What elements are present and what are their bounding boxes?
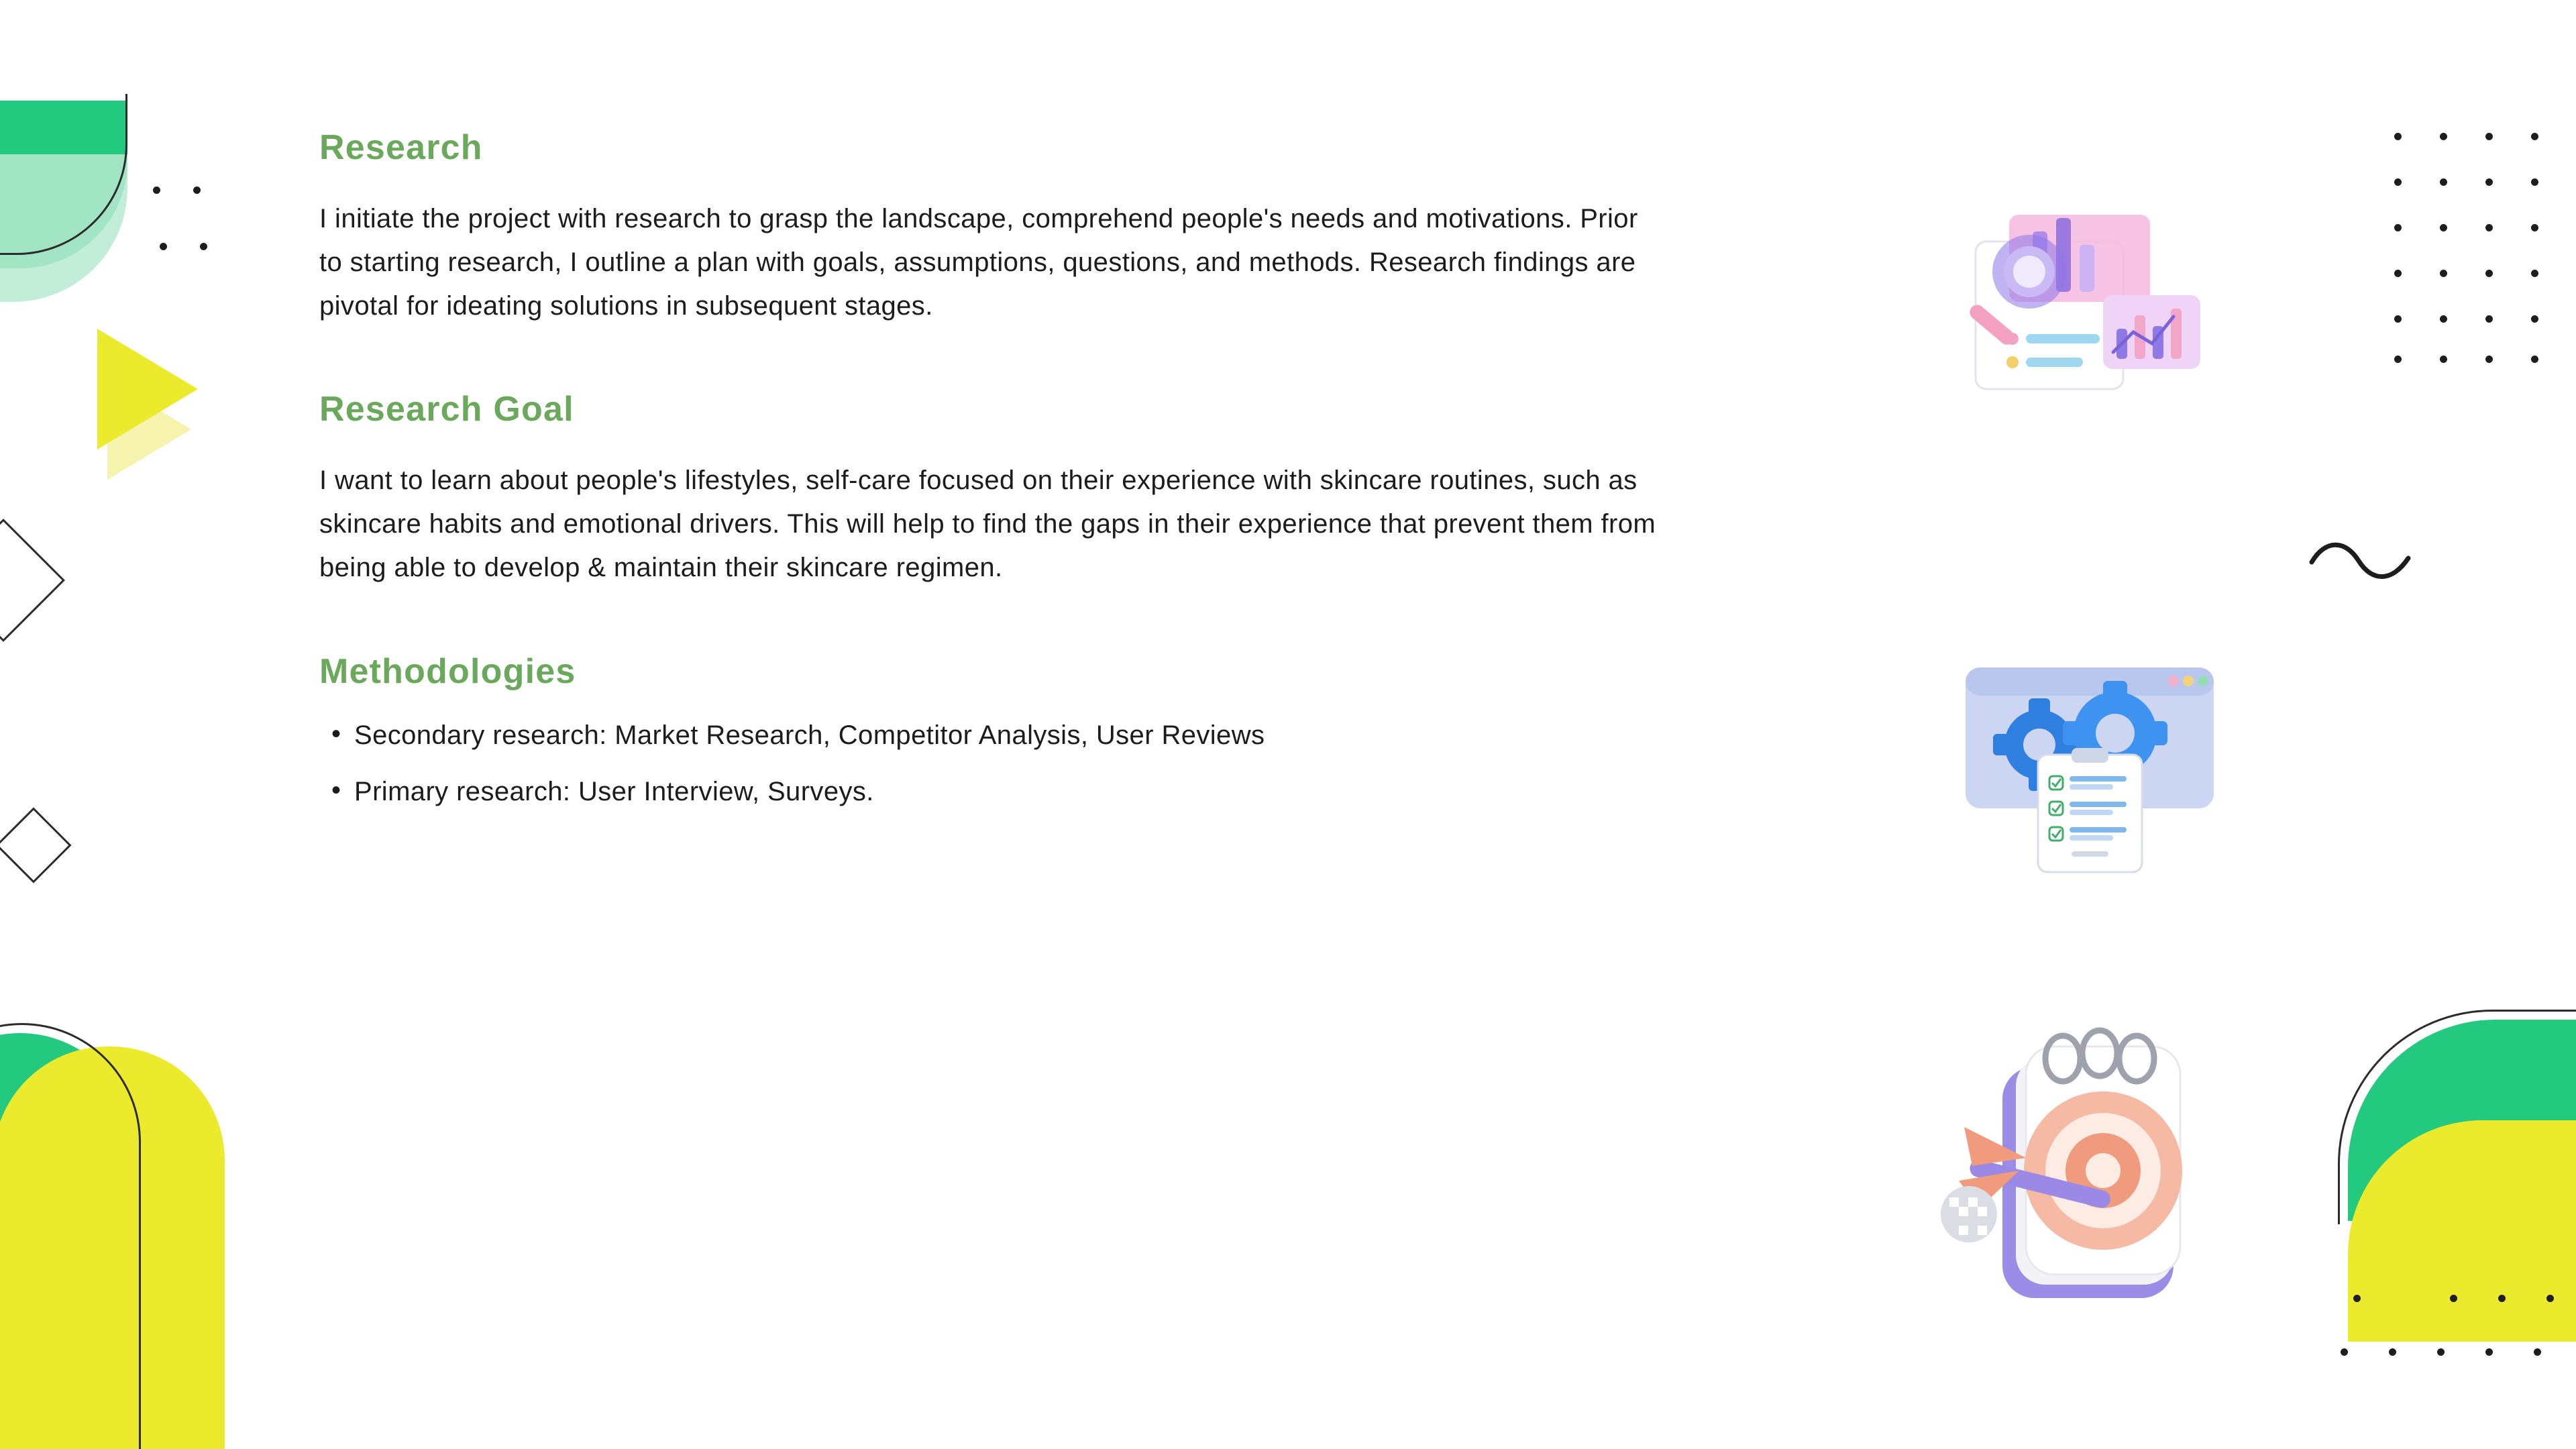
squiggle-icon [2308, 537, 2428, 584]
data-analysis-icon [1945, 195, 2234, 416]
section-body-research-goal: I want to learn about people's lifestyles, self-care focused on their experience with skincare routines, such as skincare habits and emotional drivers. This will help to find the gaps in their experience that prevent them from being able to develop & maintain their skincare regimen. [319, 466, 1656, 582]
yellow-triangle-shape [97, 329, 198, 449]
green-blob-shape [0, 1033, 134, 1449]
green-swoosh-shape [2348, 1020, 2576, 1221]
slide-content [319, 127, 1782, 827]
blob-outline-shape [0, 1023, 141, 1449]
settings-checklist-icon [1952, 654, 2220, 875]
diamond-outline-shape [0, 519, 65, 642]
section-heading-research: Research [319, 128, 483, 167]
swoosh-outline-shape [2338, 1010, 2576, 1224]
section-heading-methodologies: Methodologies [319, 651, 576, 691]
list-item: • Secondary research: Market Research, Competitor Analysis, User Reviews [319, 714, 1782, 756]
wedge-outline-shape [0, 94, 127, 255]
yellow-triangle-shadow-shape [107, 379, 191, 480]
section-body-research: I initiate the project with research to grasp the landscape, comprehend people's needs and motivations. Prior to starting research, I outline a plan with goals, assumptions, questions, and methods. Research findings are pivotal for ideating solutions in subsequent stages. [319, 204, 1638, 321]
small-diamond-outline-shape [0, 807, 72, 883]
yellow-blob-shape [0, 1046, 225, 1449]
list-item: • Primary research: User Interview, Surveys. [319, 771, 1782, 812]
yellow-swoosh-shape [2348, 1120, 2576, 1342]
green-wedge-shadow-shape [0, 154, 127, 302]
methodologies-list [319, 714, 1782, 812]
green-wedge-shape [0, 101, 127, 268]
section-heading-research-goal: Research Goal [319, 390, 574, 429]
target-dart-icon [1932, 1026, 2234, 1315]
